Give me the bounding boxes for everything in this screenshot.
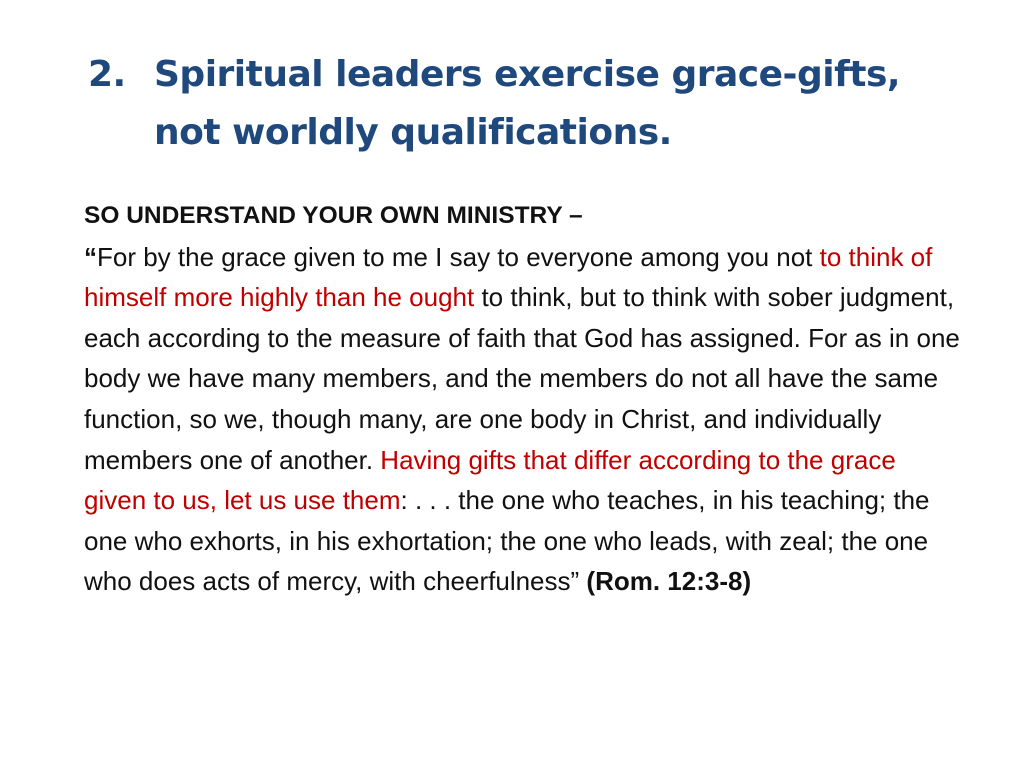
open-quote-mark: “	[84, 241, 97, 272]
quote-text-1: For by the grace given to me I say to everyone among you not	[97, 241, 820, 272]
quote-emphasis-1: to think of himself more highly than he ought	[84, 241, 933, 313]
title-line-1	[88, 46, 988, 104]
section-heading: SO UNDERSTAND YOUR OWN MINISTRY –	[84, 202, 583, 229]
quote-emphasis-2: Having gifts that differ according to the grace given to us, let us use them	[84, 444, 896, 516]
title-number: 2.	[88, 54, 126, 95]
slide-body	[84, 196, 964, 602]
quote-text-3: : . . . the one who teaches, in his teaching; the one who exhorts, in his exhortation; the one who leads, with zeal; the one who does acts of mercy, with cheerfulness”	[84, 485, 930, 597]
slide-title	[88, 46, 988, 162]
title-line-1-text: Spiritual leaders exercise grace-gifts,	[154, 54, 901, 95]
title-line-2: not worldly qualifications.	[154, 112, 672, 153]
scripture-reference: (Rom. 12:3-8)	[586, 566, 752, 597]
scripture-quote	[84, 237, 964, 602]
quote-text-2: to think, but to think with sober judgment, each according to the measure of faith that God has assigned. For as in one body we have many members, and the members do not all have the same function, so we, though many, are one body in Christ, and individually members one of another.	[84, 282, 960, 475]
